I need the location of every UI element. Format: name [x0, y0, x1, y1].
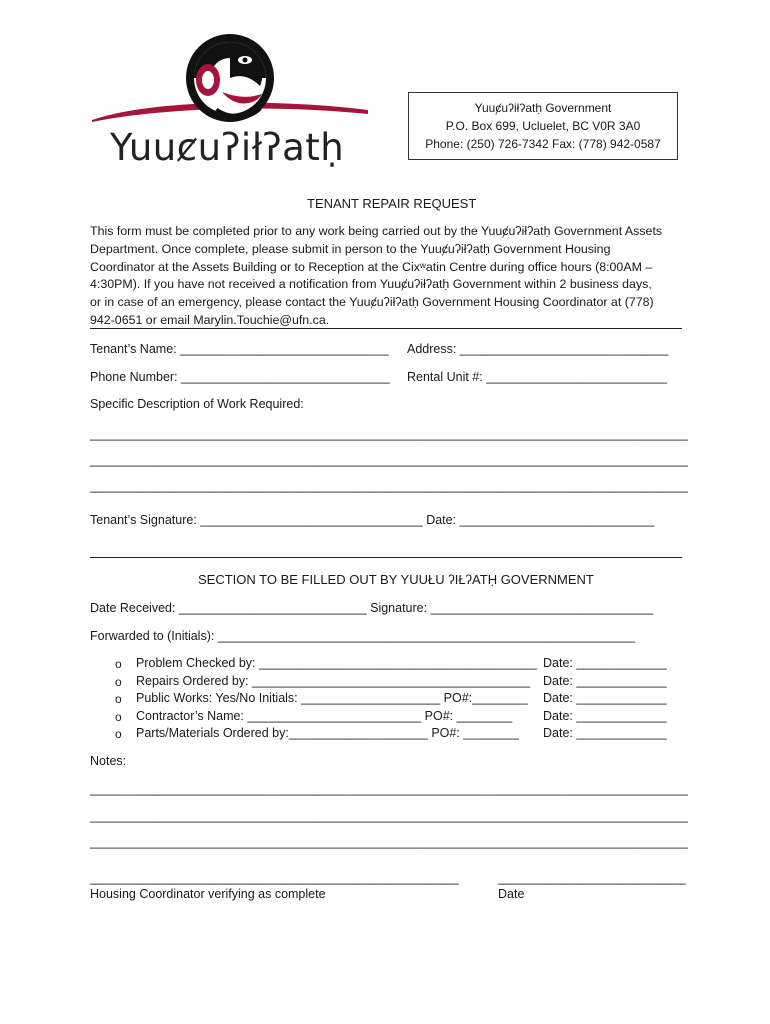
section2-title: SECTION TO BE FILLED OUT BY YUUŁU ʔIŁʔATḤ GOVERNMENT — [198, 572, 594, 587]
address-mail: P.O. Box 699, Ucluelet, BC V0R 3A0 — [445, 119, 641, 133]
tenant-name-field[interactable]: Tenant’s Name: ______________________________ — [90, 342, 389, 356]
phone-number-field[interactable]: Phone Number: ______________________________ — [90, 370, 390, 384]
divider — [90, 328, 682, 329]
intro-line: 4:30PM). If you have not received a notification from Yuuȼuʔiłʔatḥ Government within 2 business days, — [90, 277, 652, 292]
intro-line: Coordinator at the Assets Building or to Reception at the Cixʷatin Centre during office hours (8:00AM – — [90, 259, 653, 274]
completion-date-line[interactable]: ___________________________ — [498, 871, 686, 885]
parts-ordered-date[interactable]: Date: _____________ — [543, 726, 667, 740]
logo-wordmark: Yuuȼuʔiłʔatḥ — [110, 126, 345, 169]
tenant-signature-field[interactable]: Tenant’s Signature: ________________________________ Date: ____________________________ — [90, 513, 655, 527]
problem-checked-date[interactable]: Date: _____________ — [543, 656, 667, 670]
completion-date-label: Date — [498, 887, 525, 901]
contractor-date[interactable]: Date: _____________ — [543, 709, 667, 723]
public-works-field[interactable]: Public Works: Yes/No Initials: ____________________ PO#:________ — [136, 691, 528, 705]
bullet-icon: o — [115, 692, 122, 706]
forwarded-field[interactable]: Forwarded to (Initials): ____________________________________________________________ — [90, 629, 635, 643]
address-field[interactable]: Address: ______________________________ — [407, 342, 669, 356]
bullet-icon: o — [115, 710, 122, 724]
divider — [90, 557, 682, 558]
intro-line: 942-0651 or email Marylin.Touchie@ufn.ca. — [90, 312, 330, 327]
intro-line: Department. Once complete, please submit in person to the Yuuȼuʔiłʔatḥ Government Housing — [90, 241, 611, 256]
repairs-ordered-field[interactable]: Repairs Ordered by: ________________________________________ — [136, 674, 531, 688]
bullet-icon: o — [115, 675, 122, 689]
public-works-date[interactable]: Date: _____________ — [543, 691, 667, 705]
coordinator-signature-line[interactable]: _____________________________________________________ — [90, 871, 459, 885]
yuutuitath-logo — [90, 28, 370, 128]
address-box — [408, 92, 678, 160]
problem-checked-field[interactable]: Problem Checked by: ________________________________________ — [136, 656, 538, 670]
parts-ordered-field[interactable]: Parts/Materials Ordered by:____________________ PO#: ________ — [136, 726, 519, 740]
bullet-icon: o — [115, 727, 122, 741]
address-org: Yuuȼuʔiłʔatḥ Government — [474, 101, 612, 115]
intro-line: or in case of an emergency, please contact the Yuuȼuʔiłʔatḥ Government Housing Coordinator at (778) — [90, 295, 654, 310]
intro-line: This form must be completed prior to any work being carried out by the Yuuȼuʔiłʔatḥ Government Assets — [90, 224, 663, 238]
address-phone-fax: Phone: (250) 726-7342 Fax: (778) 942-0587 — [425, 137, 661, 151]
notes-line[interactable]: ______________________________________________________________________________________ — [90, 782, 688, 796]
notes-label: Notes: — [90, 754, 127, 768]
contractor-name-field[interactable]: Contractor’s Name: _________________________ PO#: ________ — [136, 709, 513, 723]
coordinator-label: Housing Coordinator verifying as complete — [90, 887, 326, 901]
date-received-field[interactable]: Date Received: ___________________________ Signature: ________________________________ — [90, 601, 654, 615]
notes-line[interactable]: ______________________________________________________________________________________ — [90, 809, 688, 823]
bullet-icon: o — [115, 657, 122, 671]
description-label: Specific Description of Work Required: — [90, 397, 304, 411]
rental-unit-field[interactable]: Rental Unit #: __________________________ — [407, 370, 667, 384]
intro-paragraph — [90, 223, 682, 330]
description-line[interactable]: ______________________________________________________________________________________ — [90, 479, 688, 493]
notes-line[interactable]: ______________________________________________________________________________________ — [90, 835, 688, 849]
form-title: TENANT REPAIR REQUEST — [307, 196, 477, 211]
description-line[interactable]: ______________________________________________________________________________________ — [90, 427, 688, 441]
description-line[interactable]: ______________________________________________________________________________________ — [90, 453, 688, 467]
repairs-ordered-date[interactable]: Date: _____________ — [543, 674, 667, 688]
